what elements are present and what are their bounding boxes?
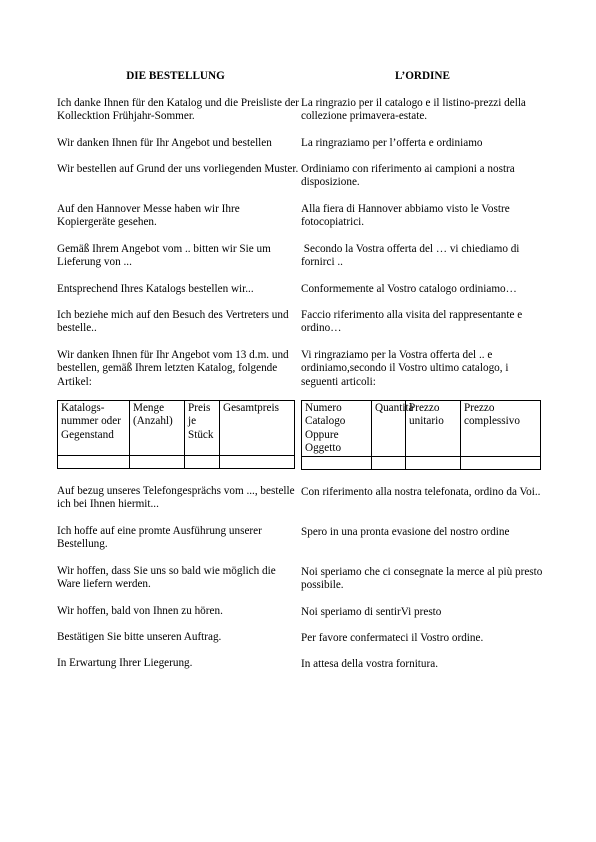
table-row: [302, 456, 541, 469]
italian-closing-2: Spero in una pronta evasione del nostro ordine: [301, 525, 510, 538]
italian-paragraph-5: Secondo la Vostra offerta del … vi chiediamo di fornirci ..: [301, 243, 523, 269]
table-header-row: [58, 401, 295, 456]
italian-paragraph-2: La ringraziamo per l’offerta e ordiniamo: [301, 137, 483, 149]
italian-closing-4: Noi speriamo di sentirVi presto: [301, 605, 442, 618]
german-closing-3: Wir hoffen, dass Sie uns so bald wie möglich die Ware liefern werden.: [57, 565, 276, 591]
german-title: DIE BESTELLUNG: [126, 70, 225, 82]
table-cell[interactable]: [372, 456, 406, 469]
italian-closing-1: Con riferimento alla nostra telefonata, ordino da Voi..: [301, 485, 541, 498]
table-cell[interactable]: [58, 456, 130, 469]
italian-closing-6: In attesa della vostra fornitura.: [301, 657, 438, 670]
italian-title: L’ORDINE: [395, 70, 450, 82]
german-articles-table: [57, 400, 295, 469]
table-header-cell: Gesamtpreis: [220, 401, 295, 456]
german-closing-1: Auf bezug unseres Telefongesprächs vom ..., bestelle ich bei Ihnen hiermit...: [57, 485, 295, 511]
table-row: [58, 456, 295, 469]
table-header-cell: Numero Catalogo Oppure Oggetto: [302, 401, 372, 457]
italian-paragraph-1: La ringrazio per il catalogo e il listino-prezzi della collezione primavera-estate.: [301, 97, 526, 123]
table-header-cell: Quantità: [372, 401, 406, 457]
italian-column: [301, 70, 544, 671]
italian-paragraph-7: Faccio riferimento alla visita del rappresentante e ordino…: [301, 309, 523, 335]
table-header-cell: Prezzo unitario: [406, 401, 461, 457]
italian-closing-5: Per favore confermateci il Vostro ordine.: [301, 631, 484, 644]
table-header-row: [302, 401, 541, 457]
table-cell[interactable]: [406, 456, 461, 469]
italian-paragraph-8: Vi ringraziamo per la Vostra offerta del .. e ordiniamo,secondo il Vostro ultimo catalogo, i seguenti articoli:: [301, 349, 509, 388]
german-paragraph-5: Gemäß Ihrem Angebot vom .. bitten wir Sie um Lieferung von ...: [57, 243, 271, 269]
italian-paragraph-4: Alla fiera di Hannover abbiamo visto le Vostre fotocopiatrici.: [301, 203, 510, 229]
italian-articles-table: [301, 400, 541, 470]
table-cell[interactable]: [302, 456, 372, 469]
table-header-cell: Preis je Stück: [185, 401, 220, 456]
italian-paragraph-6: Conformemente al Vostro catalogo ordiniamo…: [301, 283, 517, 295]
table-cell[interactable]: [185, 456, 220, 469]
german-closing-4: Wir hoffen, bald von Ihnen zu hören.: [57, 605, 223, 617]
german-paragraph-6: Entsprechend Ihres Katalogs bestellen wir...: [57, 283, 254, 295]
table-header-cell: Menge (Anzahl): [130, 401, 185, 456]
italian-closing-3: Noi speriamo che ci consegnate la merce al più presto possibile.: [301, 565, 543, 592]
german-paragraph-7: Ich beziehe mich auf den Besuch des Vertreters und bestelle..: [57, 309, 289, 335]
table-header-cell: Katalogs-nummer oder Gegenstand: [58, 401, 130, 456]
german-paragraph-2: Wir danken Ihnen für Ihr Angebot und bestellen: [57, 137, 272, 149]
german-closing-6: In Erwartung Ihrer Liegerung.: [57, 657, 193, 669]
german-paragraph-4: Auf den Hannover Messe haben wir Ihre Kopiergeräte gesehen.: [57, 203, 240, 229]
german-paragraph-3: Wir bestellen auf Grund der uns vorliegenden Muster.: [57, 163, 299, 175]
table-cell[interactable]: [220, 456, 295, 469]
german-column: [57, 70, 299, 670]
german-paragraph-1: Ich danke Ihnen für den Katalog und die Preisliste der Kollecktion Frühjahr-Sommer.: [57, 97, 300, 123]
german-closing-2: Ich hoffe auf eine promte Ausführung unserer Bestellung.: [57, 525, 262, 551]
german-closing-5: Bestätigen Sie bitte unseren Auftrag.: [57, 631, 222, 643]
table-header-cell: Prezzo complessivo: [461, 401, 541, 457]
table-cell[interactable]: [130, 456, 185, 469]
table-cell[interactable]: [461, 456, 541, 469]
german-paragraph-8: Wir danken Ihnen für Ihr Angebot vom 13 d.m. und bestellen, gemäß Ihrem letzten Katalog, folgende Artikel:: [57, 349, 289, 388]
italian-paragraph-3: Ordiniamo con riferimento ai campioni a nostra disposizione.: [301, 163, 515, 189]
